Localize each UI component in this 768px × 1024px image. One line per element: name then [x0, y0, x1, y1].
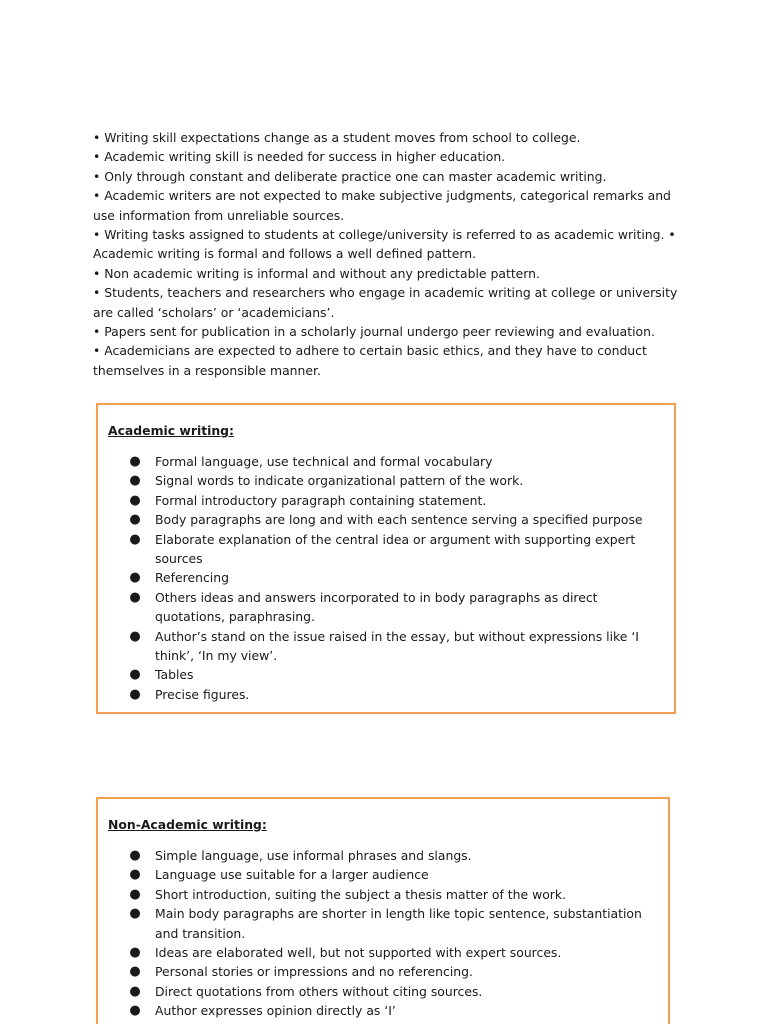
list-item: [128, 943, 658, 962]
list-item: [128, 1001, 658, 1020]
non-academic-writing-title: Non-Academic writing:: [108, 817, 267, 832]
list-item-text: Tables: [155, 667, 194, 683]
list-item-text: Signal words to indicate organizational pattern of the work.: [155, 473, 524, 489]
bullet-icon: ●: [129, 512, 141, 528]
list-item: [128, 491, 658, 510]
list-item: [128, 588, 658, 627]
list-item-text: Language use suitable for a larger audience: [155, 867, 429, 883]
bullet-icon: ●: [129, 686, 141, 702]
academic-writing-box: [96, 403, 676, 714]
bullet-icon: ●: [129, 964, 141, 980]
intro-line: • Students, teachers and researchers who engage in academic writing at college or university are called ‘scholars’ or ‘academicians’.: [93, 285, 678, 320]
bullet-icon: ●: [129, 531, 141, 547]
bullet-icon: ●: [129, 589, 141, 605]
list-item-text: Formal introductory paragraph containing statement.: [155, 492, 487, 508]
list-item: [128, 865, 658, 884]
non-academic-writing-box: [96, 797, 670, 1024]
list-item-text: Simple language, use informal phrases and slangs.: [155, 848, 472, 863]
bullet-icon: ●: [129, 867, 141, 883]
list-item-text: Short introduction, suiting the subject a thesis matter of the work.: [155, 886, 566, 902]
bullet-icon: ●: [129, 473, 141, 489]
bullet-icon: ●: [129, 454, 141, 469]
list-item: [128, 885, 658, 904]
list-item: [128, 982, 658, 1001]
list-item: [128, 962, 658, 981]
bullet-icon: ●: [129, 848, 141, 863]
list-item-text: Ideas are elaborated well, but not supported with expert sources.: [155, 945, 562, 961]
bullet-icon: ●: [129, 906, 141, 922]
academic-writing-list: [128, 452, 658, 704]
list-item-text: Author expresses opinion directly as ‘I’: [155, 1003, 396, 1019]
list-item-text: Body paragraphs are long and with each sentence serving a specified purpose: [155, 512, 643, 528]
intro-line: • Writing skill expectations change as a student moves from school to college.: [93, 130, 581, 145]
list-item-text: Others ideas and answers incorporated to in body paragraphs as direct quotations, paraphrasing.: [155, 589, 598, 625]
list-item: [128, 627, 658, 666]
intro-points: [93, 128, 683, 380]
list-item: [128, 665, 658, 684]
list-item-text: Personal stories or impressions and no referencing.: [155, 964, 473, 980]
intro-line: • Papers sent for publication in a scholarly journal undergo peer reviewing and evaluation.: [93, 324, 655, 340]
bullet-icon: ●: [129, 1003, 141, 1019]
list-item-text: Elaborate explanation of the central idea or argument with supporting expert sources: [155, 531, 636, 567]
list-item: [128, 568, 658, 587]
intro-line: • Writing tasks assigned to students at college/university is referred to as academic writing. • Academic writing is formal and follows a well defined pattern.: [93, 227, 676, 262]
bullet-icon: ●: [129, 570, 141, 586]
list-item-text: Main body paragraphs are shorter in length like topic sentence, substantiation and transition.: [155, 906, 642, 941]
intro-line: • Academicians are expected to adhere to certain basic ethics, and they have to conduct themselves in a responsible manner.: [93, 343, 647, 378]
list-item-text: Author’s stand on the issue raised in the essay, but without expressions like ‘I think’, ‘In my view’.: [155, 628, 639, 664]
bullet-icon: ●: [129, 983, 141, 999]
list-item-text: Referencing: [155, 570, 229, 586]
list-item-text: Direct quotations from others without citing sources.: [155, 983, 483, 999]
academic-writing-title: Academic writing:: [108, 423, 235, 438]
intro-line: • Non academic writing is informal and without any predictable pattern.: [93, 265, 540, 281]
intro-line: • Academic writers are not expected to make subjective judgments, categorical remarks and use information from unreliable sources.: [93, 188, 671, 223]
list-item: [128, 904, 658, 943]
bullet-icon: ●: [129, 945, 141, 961]
intro-line: • Academic writing skill is needed for success in higher education.: [93, 149, 506, 165]
bullet-icon: ●: [129, 667, 141, 683]
non-academic-writing-list: [128, 846, 658, 1021]
list-item-text: Formal language, use technical and formal vocabulary: [155, 454, 493, 469]
list-item: [128, 452, 658, 471]
list-item: [128, 846, 658, 865]
bullet-icon: ●: [129, 492, 141, 508]
list-item: [128, 471, 658, 490]
bullet-icon: ●: [129, 886, 141, 902]
bullet-icon: ●: [129, 628, 141, 644]
intro-line: • Only through constant and deliberate practice one can master academic writing.: [93, 168, 607, 184]
list-item: [128, 530, 658, 569]
list-item: [128, 685, 658, 704]
list-item: [128, 510, 658, 529]
list-item-text: Precise figures.: [155, 686, 250, 702]
